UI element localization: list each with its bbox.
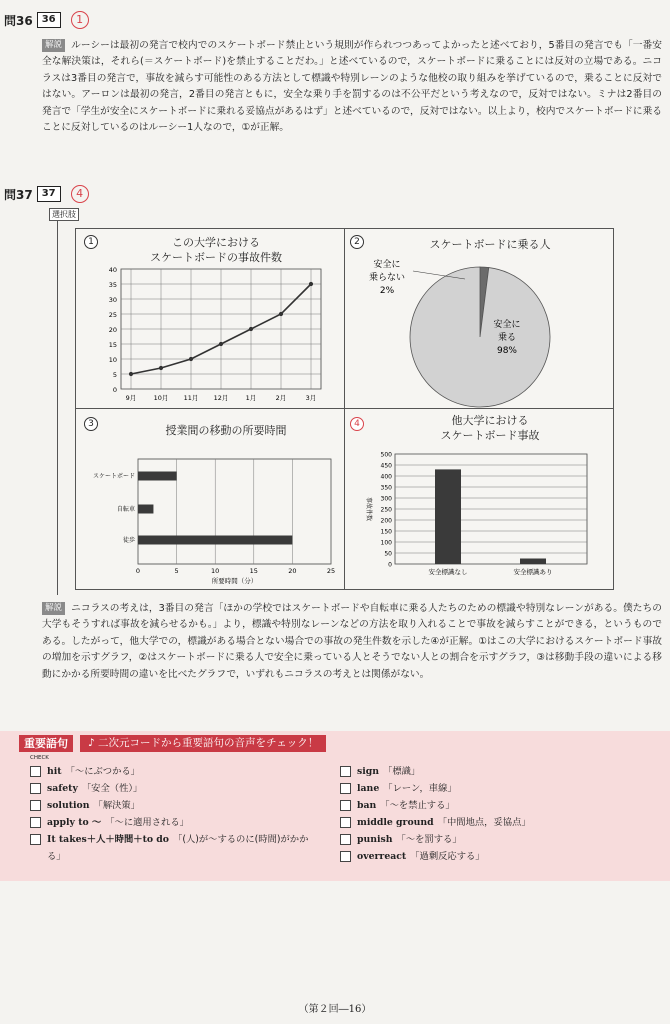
checkbox[interactable] — [30, 800, 41, 811]
chart-3-number: 3 — [84, 417, 98, 431]
y-tick-label: 100 — [380, 539, 392, 547]
checkbox[interactable] — [340, 800, 351, 811]
x-tick-label: 25 — [326, 567, 336, 575]
chart-4-title-line-1: 他大学における — [451, 414, 529, 427]
bar — [520, 559, 546, 565]
data-point — [129, 372, 133, 376]
slice-label: 乗らない — [368, 273, 406, 283]
checkbox[interactable] — [340, 817, 351, 828]
x-tick-label: 5 — [174, 567, 179, 575]
vocab-section — [0, 731, 670, 881]
q37-number-box: 37 — [37, 186, 61, 202]
y-tick-label: 0 — [388, 561, 392, 569]
y-tick-label: 0 — [112, 386, 117, 394]
chart-2-number: 2 — [350, 235, 364, 249]
q36-label: 問36 — [4, 13, 33, 28]
y-tick-label: 350 — [380, 484, 392, 492]
slice-label: 2% — [379, 286, 395, 296]
x-tick-label: 2月 — [275, 394, 287, 402]
bar — [435, 469, 461, 564]
data-point — [309, 282, 313, 286]
choices-tag: 選択肢 — [49, 208, 79, 221]
checkbox[interactable] — [30, 834, 41, 845]
q37-answer: 4 — [71, 185, 89, 203]
bar — [138, 505, 153, 514]
slice-label: 98% — [496, 346, 518, 356]
q36-header — [4, 11, 89, 29]
data-point — [189, 357, 193, 361]
y-tick-label: 5 — [112, 371, 117, 379]
vocab-item: lane 「レーン，車線」 — [340, 780, 640, 797]
explanation-tag: 解説 — [42, 602, 65, 615]
y-tick-label: 25 — [108, 311, 117, 319]
chart-1-title-line-2: スケートボードの事故件数 — [150, 251, 282, 264]
y-tick-label: 自転車 — [116, 506, 135, 513]
x-axis-label: 所要時間（分） — [211, 577, 258, 585]
y-tick-label: 150 — [380, 528, 392, 536]
pie-chart — [345, 229, 613, 409]
chart-4-title-line-2: スケートボード事故 — [440, 429, 540, 442]
y-tick-label: 300 — [380, 495, 392, 503]
vocab-item: middle ground 「中間地点，妥協点」 — [340, 814, 640, 831]
vocab-item: ban 「～を禁止する」 — [340, 797, 640, 814]
chart-1-title-line-1: この大学における — [172, 236, 260, 249]
y-tick-label: スケートボード — [92, 473, 135, 480]
y-tick-label: 500 — [380, 451, 392, 459]
data-point — [219, 342, 223, 346]
explanation-tag: 解説 — [42, 39, 65, 52]
vocab-item: punish 「～を罰する」 — [340, 831, 640, 848]
vocab-tag: 重要語句 — [19, 735, 73, 752]
q36-number-box: 36 — [37, 12, 61, 28]
y-tick-label: 40 — [108, 266, 117, 274]
bar — [138, 536, 292, 545]
x-tick-label: 1月 — [245, 394, 257, 402]
chart-panel-2 — [344, 228, 614, 410]
chart-4-number: 4 — [350, 417, 364, 431]
y-axis-label: 事故件数 — [365, 496, 372, 522]
x-tick-label: 安全標識あり — [513, 568, 553, 576]
vocab-item: apply to ～ 「～に適用される」 — [30, 814, 330, 831]
pie-slice — [410, 267, 550, 407]
q36-explanation — [42, 38, 662, 136]
chart-panel-4 — [344, 408, 614, 590]
chart-panel-3 — [75, 408, 347, 590]
vocab-right-list — [340, 763, 640, 865]
checkbox[interactable] — [30, 783, 41, 794]
checkbox[interactable] — [30, 817, 41, 828]
x-tick-label: 10月 — [153, 394, 169, 402]
x-tick-label: 安全標識なし — [428, 568, 468, 576]
y-tick-label: 10 — [108, 356, 117, 364]
slice-label: 乗る — [497, 333, 517, 343]
checkbox[interactable] — [340, 851, 351, 862]
y-tick-label: 35 — [108, 281, 117, 289]
checkbox[interactable] — [30, 766, 41, 777]
vocab-item: hit 「～にぶつかる」 — [30, 763, 330, 780]
checkbox[interactable] — [340, 834, 351, 845]
y-tick-label: 200 — [380, 517, 392, 525]
horizontal-bar-chart — [76, 409, 346, 589]
choices-bracket-line — [57, 221, 58, 595]
vertical-bar-chart — [345, 409, 613, 589]
check-label: CHECK — [30, 755, 49, 761]
q36-answer: 1 — [71, 11, 89, 29]
checkbox[interactable] — [340, 783, 351, 794]
data-point — [159, 366, 163, 370]
x-tick-label: 9月 — [125, 394, 137, 402]
x-tick-label: 0 — [135, 567, 141, 575]
vocab-left-list — [30, 763, 330, 865]
q37-explanation — [42, 601, 662, 683]
vocab-item: safety 「安全（性）」 — [30, 780, 330, 797]
y-tick-label: 20 — [108, 326, 117, 334]
y-tick-label: 徒歩 — [122, 537, 135, 544]
y-tick-label: 250 — [380, 506, 392, 514]
x-tick-label: 15 — [249, 567, 258, 575]
vocab-item: sign 「標識」 — [340, 763, 640, 780]
chart-2-title: スケートボードに乗る人 — [429, 238, 551, 251]
slice-label: 安全に — [373, 260, 401, 270]
y-tick-label: 400 — [380, 473, 392, 481]
page-footer: （第２回―16） — [298, 1004, 372, 1015]
slice-label: 安全に — [493, 320, 521, 330]
data-point — [249, 327, 253, 331]
vocab-item: overreact 「過剰反応する」 — [340, 848, 640, 865]
q37-label: 問37 — [4, 187, 33, 202]
q37-header — [4, 185, 89, 203]
x-tick-label: 11月 — [183, 394, 199, 402]
vocab-item: It takes＋人＋時間＋to do 「(人)が～するのに(時間)がかかる」 — [30, 831, 310, 865]
y-tick-label: 15 — [108, 341, 117, 349]
line-chart — [76, 229, 346, 409]
vocab-banner: ♪ 二次元コードから重要語句の音声をチェック！ — [80, 735, 326, 752]
vocab-item: solution 「解決策」 — [30, 797, 330, 814]
x-tick-label: 12月 — [213, 394, 229, 402]
chart-panel-1 — [75, 228, 347, 410]
chart-1-number: 1 — [84, 235, 98, 249]
checkbox[interactable] — [340, 766, 351, 777]
y-tick-label: 50 — [384, 550, 392, 558]
q36-explanation-text: ルーシーは最初の発言で校内でのスケートボード禁止という規則が作られつつあってよかったと述べており，5番目の発言でも「一番安全な解決策は，それら(＝スケートボード)を禁止することだわ。」と述べているので，スケートボードに乗ることには反対の立場である。ニコラスは3番目の発言で，事故を減らす可能性のある方法として標識や特別レーンのような他校の取り組みを挙げているので，乗ることに反対ではない。アーロンは最初の発言，2番目の発言ともに，安全な乗り手を罰するのは不公平だという考えなので，反対ではない。ミナは2番目の発言で「学生が安全にスケートボードに乗れる妥協点があるはず」と述べているので，反対ではない。以上より，校内でスケートボードに乗ることに反対しているのはルーシー1人なので，①が正解。 — [42, 40, 662, 134]
data-point — [279, 312, 283, 316]
chart-3-title: 授業間の移動の所要時間 — [165, 424, 287, 437]
y-tick-label: 450 — [380, 462, 392, 470]
x-tick-label: 3月 — [305, 394, 317, 402]
x-tick-label: 10 — [211, 567, 220, 575]
q37-explanation-text: ニコラスの考えは，3番目の発言「ほかの学校ではスケートボードや自転車に乗る人たちのための標識や特別なレーンがある。僕たちの大学もそうすれば事故を減らせるかも。」より，標識や特別なレーンなどの方法を取り入れることで事故を減らすことができる，というものである。したがって，他大学での，標識がある場合とない場合での事故の発生件数を示した④が正解。①はこの大学におけるスケートボード事故の増加を示すグラフ，②はスケートボードに乗る人で安全に乗っている人とそうでない人との割合を示すグラフ，③は移動手段の違いによる移動にかかる所要時間の違いを比べたグラフで，いずれもニコラスの考えとは関係がない。 — [42, 603, 662, 680]
y-tick-label: 30 — [108, 296, 117, 304]
bar — [138, 472, 177, 481]
x-tick-label: 20 — [288, 567, 297, 575]
